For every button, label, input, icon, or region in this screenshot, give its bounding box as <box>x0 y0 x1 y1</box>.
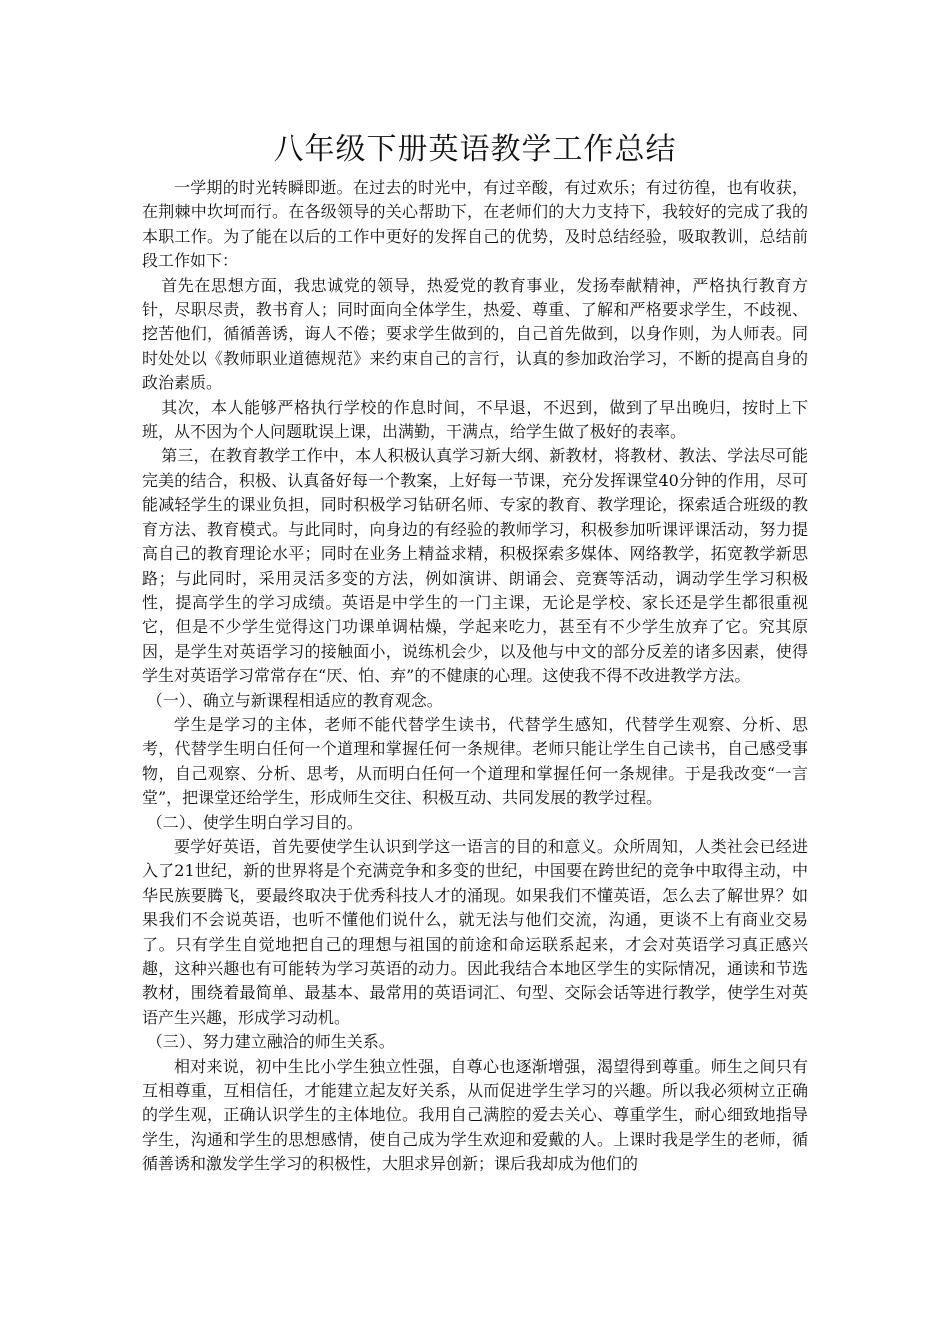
teaching-paragraph: 第三，在教育教学工作中，本人积极认真学习新大纲、新教材，将教材、教法、学法尽可能完美的结合，积极、认真备好每一个教案，上好每一节课，充分发挥课堂40分钟的作用，尽可能减轻学生的课业负担，同时积极学习钻研名师、专家的教育、教学理论，探索适合班级的教育方法、教育模式。与此同时，向身边的有经验的教师学习，积极参加听课评课活动，努力提高自己的教育理论水平；同时在业务上精益求精，积极探索多媒体、网络教学，拓宽教学新思路；与此同时，采用灵活多变的方法，例如演讲、朗诵会、竞赛等活动，调动学生学习积极性，提高学生的学习成绩。英语是中学生的一门主课，无论是学校、家长还是学生都很重视它，但是不少学生觉得这门功课单调枯燥，学起来吃力，甚至有不少学生放弃了它。究其原因，是学生对英语学习的接触面小，说练机会少，以及他与中文的部分反差的诸多因素，使得学生对英语学习常常存在“厌、怕、弃”的不健康的心理。这使我不得不改进教学方法。 <box>142 446 808 686</box>
section-body-3: 相对来说，初中生比小学生独立性强，自尊心也逐渐增强，渴望得到尊重。师生之间只有互相尊重，互相信任，才能建立起友好关系，从而促进学生学习的兴趣。所以我必须树立正确的学生观，正确认识学生的主体地位。我用自己满腔的爱去关心、尊重学生，耐心细致地指导学生，沟通和学生的思想感情，使自己成为学生欢迎和爱戴的人。上课时我是学生的老师，循循善诱和激发学生学习的积极性，大胆求异创新；课后我却成为他们的 <box>142 1056 808 1174</box>
section-body-1: 学生是学习的主体，老师不能代替学生读书，代替学生感知，代替学生观察、分析、思考，代替学生明白任何一个道理和掌握任何一条规律。老师只能让学生自己读书，自己感受事物，自己观察、分析、思考，从而明白任何一个道理和掌握任何一条规律。于是我改变“一言堂”，把课堂还给学生，形成师生交往、积极互动、共同发展的教学过程。 <box>142 714 808 808</box>
section-heading-1: （一）、确立与新课程相适应的教育观念。 <box>146 690 443 710</box>
section-body-2: 要学好英语，首先要使学生认识到学这一语言的目的和意义。众所周知，人类社会已经进入了21世纪，新的世界将是个充满竞争和多变的世纪，中国要在跨世纪的竞争中取得主动，中华民族要腾飞，要最终取决于优秀科技人才的涌现。如果我们不懂英语，怎么去了解世界？如果我们不会说英语，也听不懂他们说什么，就无法与他们交流，沟通，更谈不上有商业交易了。只有学生自觉地把自己的理想与祖国的前途和命运联系起来，才会对英语学习真正感兴趣，这种兴趣也有可能转为学习英语的动力。因此我结合本地区学生的实际情况，通读和节选教材，围绕着最简单、最基本、最常用的英语词汇、句型、交际会话等进行教学，使学生对英语产生兴趣，形成学习动机。 <box>142 836 808 1027</box>
document-body <box>142 128 808 1177</box>
document-title: 八年级下册英语教学工作总结 <box>273 132 677 167</box>
section-heading-3: （三）、努力建立融洽的师生关系。 <box>146 1032 395 1052</box>
section-heading-2: （二）、使学生明白学习目的。 <box>146 812 363 832</box>
ideology-paragraph: 首先在思想方面，我忠诚党的领导，热爱党的教育事业，发扬奉献精神，严格执行教育方针，尽职尽责，教书育人；同时面向全体学生，热爱、尊重、了解和严格要求学生，不歧视、挖苦他们，循循善诱，诲人不倦；要求学生做到的，自己首先做到，以身作则，为人师表。同时处处以《教师职业道德规范》来约束自己的言行，认真的参加政治学习，不断的提高自身的政治素质。 <box>142 275 808 393</box>
intro-paragraph: 一学期的时光转瞬即逝。在过去的时光中，有过辛酸，有过欢乐；有过彷徨，也有收获，在荆棘中坎坷而行。在各级领导的关心帮助下，在老师们的大力支持下，我较好的完成了我的本职工作。为了能在以后的工作中更好的发挥自己的优势，及时总结经验，吸取教训，总结前段工作如下： <box>142 178 808 271</box>
attendance-paragraph: 其次，本人能够严格执行学校的作息时间，不早退，不迟到，做到了早出晚归，按时上下班，从不因为个人问题耽误上课，出满勤，干满点，给学生做了极好的表率。 <box>142 397 808 442</box>
